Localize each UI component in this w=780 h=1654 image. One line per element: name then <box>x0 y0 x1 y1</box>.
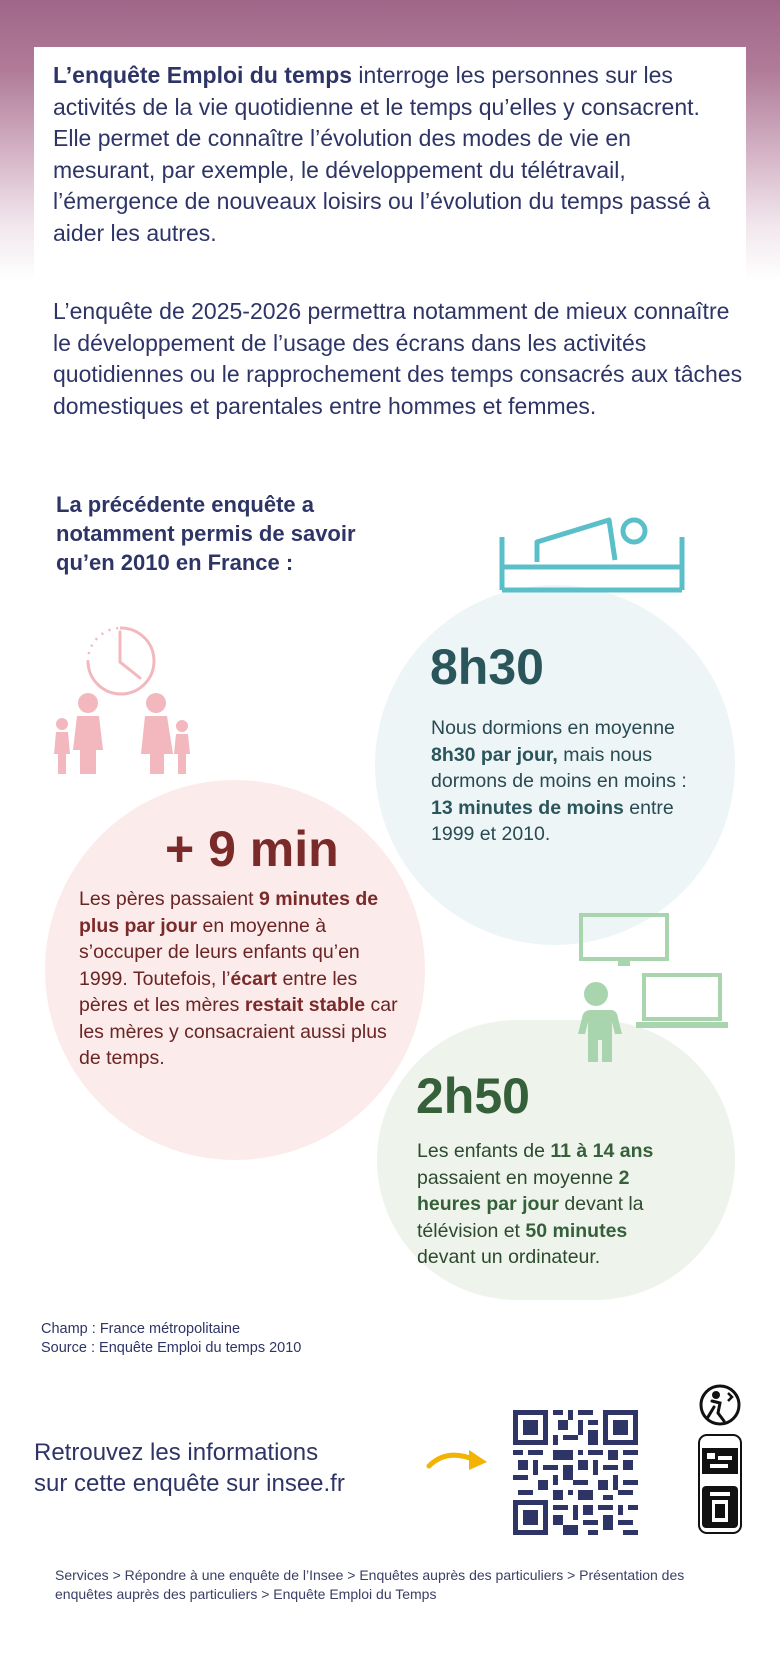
triman-icon <box>698 1434 742 1534</box>
sleep-text-3: entre 1999 et 2010. <box>431 796 674 845</box>
lead-text: La précédente enquête a notamment permis de savoir qu’en 2010 en France : <box>56 492 356 575</box>
cta-line-2[interactable]: sur cette enquête sur insee.fr <box>34 1470 345 1497</box>
fathers-bold-2: écart <box>230 967 278 990</box>
sleep-bold-2: 13 minutes de moins <box>431 796 624 819</box>
sleep-bold-1: 8h30 par jour, <box>431 743 558 766</box>
qr-code[interactable] <box>513 1410 638 1535</box>
survey-name: L’enquête Emploi du temps <box>53 62 353 88</box>
sleep-text-1: Nous dormions en moyenne <box>431 717 675 739</box>
laptop-icon <box>636 972 728 1030</box>
fathers-bold-3: restait stable <box>244 994 366 1016</box>
kids-text-1: Les enfants de <box>417 1140 551 1162</box>
kids-bold-3: 50 minutes <box>525 1219 628 1242</box>
recycle-sort-icon <box>698 1383 742 1427</box>
sleep-text-2: mais nous dormons de moins en moins : <box>431 743 687 792</box>
fathers-text-3: entre les pères et les mères <box>79 967 358 1016</box>
fathers-stat: + 9 min <box>165 821 339 877</box>
kids-text-2: passaient en moyenne <box>417 1166 619 1189</box>
intro-p1-text: interroge les personnes sur les activités de la vie quotidienne et le temps qu’elles y consacrent. Elle permet de connaître l’évolution des modes de vie en mesurant, par exemple, le développement du télétravail, l’émergence de nouveaux loisirs ou l’évolution du temps passé à aider les autres. <box>53 62 711 246</box>
intro-paragraph-1 <box>53 60 733 249</box>
source-origin: Source : Enquête Emploi du temps 2010 <box>41 1340 302 1356</box>
kids-text-4: devant un ordinateur. <box>417 1246 601 1268</box>
kids-bold-1: 11 à 14 ans <box>550 1140 654 1162</box>
footer-path: Services > Répondre à une enquête de l’Insee > Enquêtes auprès des particuliers > Présentation des enquêtes auprès des particuliers > Enquête Emploi du Temps <box>55 1567 685 1602</box>
child-icon <box>568 980 624 1064</box>
bed-icon <box>497 512 687 594</box>
source-note <box>41 1320 301 1358</box>
kids-text <box>417 1138 677 1271</box>
sleep-text <box>431 715 711 848</box>
family-icon <box>48 690 198 775</box>
tv-icon <box>578 912 670 972</box>
cta-line-1: Retrouvez les informations <box>34 1439 319 1466</box>
arrow-icon <box>425 1440 495 1480</box>
kids-text-3: devant la télévision et <box>417 1193 644 1242</box>
fathers-text-2: en moyenne à s’occuper de leurs enfants qu’en 1999. Toutefois, l’ <box>79 914 360 990</box>
fathers-text-1: Les pères passaient <box>79 888 259 910</box>
kids-stat: 2h50 <box>416 1068 530 1124</box>
intro-paragraph-2: L’enquête de 2025-2026 permettra notamment de mieux connaître le développement de l’usage des écrans dans les activités quotidiennes ou le rapprochement des temps consacrés aux tâches domestiques et parentales entre hommes et femmes. <box>53 298 743 419</box>
fathers-text <box>79 886 404 1072</box>
cta-text <box>34 1437 404 1499</box>
fathers-text-4: car les mères y consacraient aussi plus de temps. <box>79 994 398 1069</box>
source-champ: Champ : France métropolitaine <box>41 1321 241 1337</box>
fathers-bold-1: 9 minutes de plus par jour <box>79 888 379 937</box>
kids-bold-2: 2 heures par jour <box>417 1166 630 1215</box>
sleep-stat: 8h30 <box>430 639 544 695</box>
